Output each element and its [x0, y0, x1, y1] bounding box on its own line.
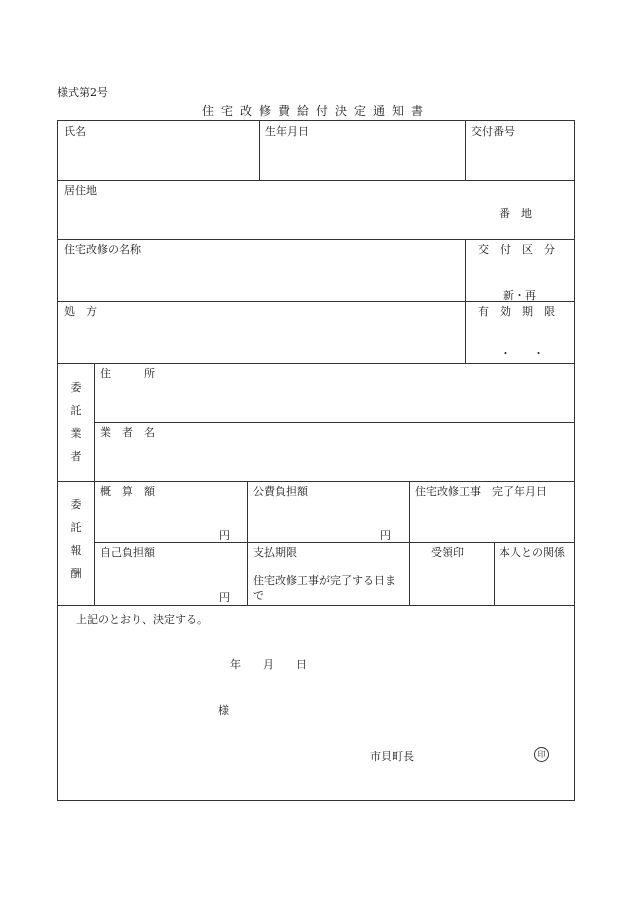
decision-text: 上記のとおり、決定する。 [76, 613, 208, 626]
col-divider [409, 481, 410, 605]
payment-deadline-label: 支払期限 [253, 546, 297, 559]
row-divider [58, 363, 574, 364]
banchi-label: 番 地 [499, 207, 532, 220]
validity-label: 有 効 期 限 [478, 305, 555, 318]
validity-dots: ・ ・ [500, 347, 544, 360]
contractor-char: 託 [70, 404, 82, 417]
receipt-seal-label: 受領印 [431, 546, 464, 559]
fee-section-label [58, 493, 94, 585]
contractor-address-label: 住 所 [100, 367, 155, 380]
row-divider [58, 481, 574, 482]
contractor-char: 委 [70, 381, 82, 394]
payment-deadline-note: 住宅改修工事が完了する日まで [253, 574, 396, 602]
issue-number-label: 交付番号 [471, 125, 515, 138]
col-divider [494, 542, 495, 605]
self-burden-label: 自己負担額 [100, 546, 155, 559]
col-divider [94, 363, 95, 605]
col-divider [465, 239, 466, 363]
birth-date-label: 生年月日 [265, 125, 309, 138]
completion-date-label: 住宅改修工事 完了年月日 [415, 485, 547, 498]
form-number: 様式第2号 [57, 86, 108, 99]
row-divider [58, 605, 574, 606]
residence-label: 居住地 [64, 184, 97, 197]
col-divider [465, 121, 466, 180]
estimated-yen: 円 [219, 529, 230, 542]
fee-char: 酬 [70, 567, 82, 580]
issuer-label: 市貝町長 [370, 750, 414, 763]
fee-char: 託 [70, 521, 82, 534]
contractor-section-label [58, 376, 94, 468]
contractor-name-label: 業 者 名 [100, 426, 155, 439]
decision-date: 年 月 日 [230, 658, 307, 671]
public-burden-label: 公費負担額 [253, 485, 308, 498]
row-divider [94, 542, 574, 543]
row-divider [58, 301, 574, 302]
prescription-label: 処 方 [64, 305, 97, 318]
row-divider [94, 422, 574, 423]
seal-mark: 印 [534, 747, 549, 762]
form-table [57, 120, 575, 801]
relationship-label: 本人との関係 [499, 546, 565, 559]
addressee-label: 様 [218, 704, 229, 717]
row-divider [58, 239, 574, 240]
col-divider [247, 481, 248, 605]
public-burden-yen: 円 [380, 529, 391, 542]
renovation-name-label: 住宅改修の名称 [64, 243, 141, 256]
row-divider [58, 180, 574, 181]
fee-char: 報 [70, 544, 82, 557]
contractor-char: 業 [70, 427, 82, 440]
document-title: 住宅改修費給付決定通知書 [201, 104, 430, 118]
fee-char: 委 [70, 498, 82, 511]
contractor-char: 者 [70, 450, 82, 463]
col-divider [259, 121, 260, 180]
estimated-amount-label: 概 算 額 [100, 485, 155, 498]
self-burden-yen: 円 [219, 591, 230, 604]
issue-type-value: 新・再 [503, 289, 536, 302]
name-label: 氏名 [64, 125, 86, 138]
issue-type-label: 交 付 区 分 [478, 243, 555, 256]
